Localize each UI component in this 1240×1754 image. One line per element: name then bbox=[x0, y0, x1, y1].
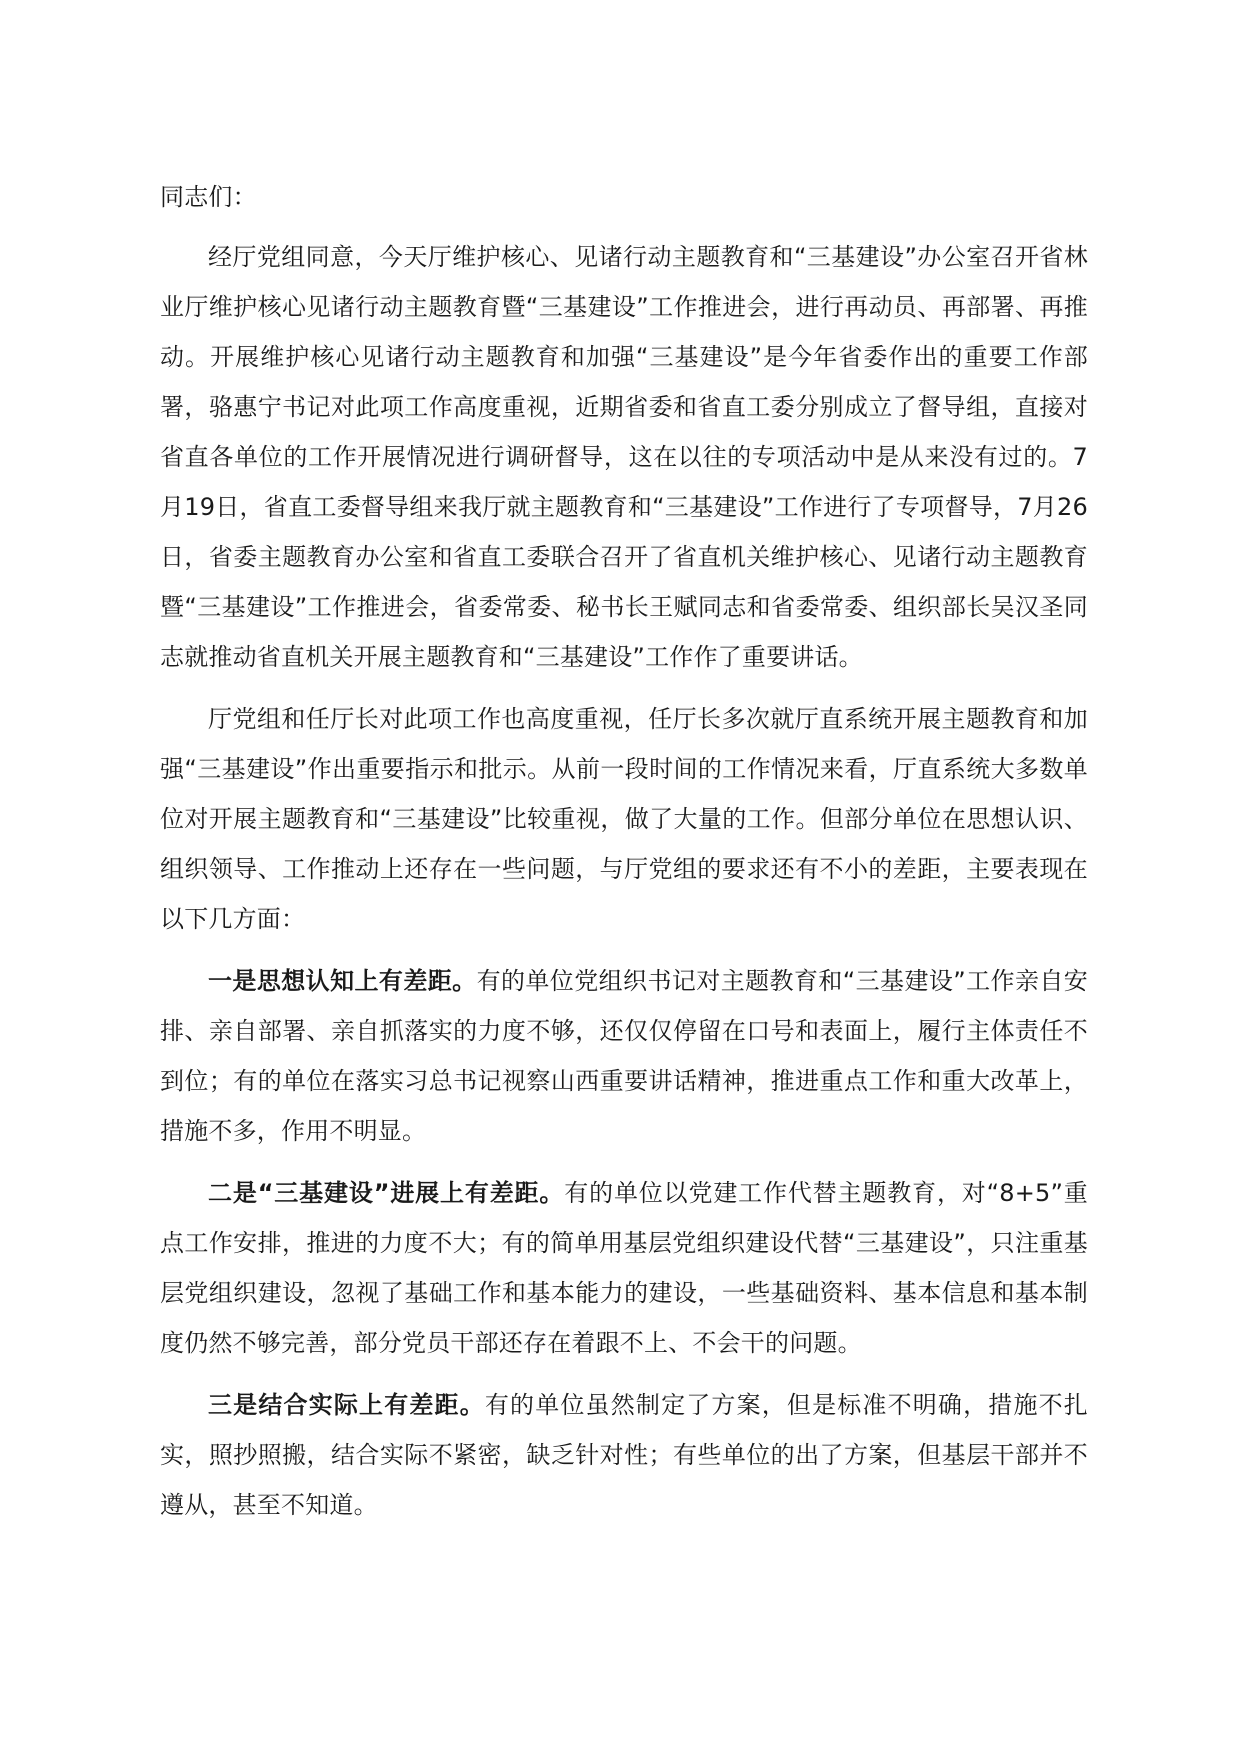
paragraph-3-lead: 一是思想认知上有差距。 bbox=[208, 967, 477, 995]
paragraph-3 bbox=[160, 956, 1088, 1156]
paragraph-5-text: 有的单位虽然制定了方案，但是标准不明确，措施不扎实，照抄照搬，结合实际不紧密，缺乏针对性；有些单位的出了方案，但基层干部并不遵从，甚至不知道。 bbox=[160, 1391, 1088, 1519]
paragraph-3-text: 有的单位党组织书记对主题教育和“三基建设”工作亲自安排、亲自部署、亲自抓落实的力度不够，还仅仅停留在口号和表面上，履行主体责任不到位；有的单位在落实习总书记视察山西重要讲话精神，推进重点工作和重大改革上，措施不多，作用不明显。 bbox=[160, 967, 1088, 1145]
paragraph-4 bbox=[160, 1168, 1088, 1368]
paragraph-5 bbox=[160, 1380, 1088, 1530]
salutation: 同志们： bbox=[160, 183, 257, 211]
paragraph-5-lead: 三是结合实际上有差距。 bbox=[208, 1391, 485, 1419]
paragraph-1 bbox=[160, 232, 1088, 682]
paragraph-4-text: 有的单位以党建工作代替主题教育，对“8+5”重点工作安排，推进的力度不大；有的简单用基层党组织建设代替“三基建设”，只注重基层党组织建设，忽视了基础工作和基本能力的建设，一些基础资料、基本信息和基本制度仍然不够完善，部分党员干部还存在着跟不上、不会干的问题。 bbox=[160, 1179, 1088, 1357]
paragraph-2 bbox=[160, 694, 1088, 944]
paragraph-4-lead: 二是“三基建设”进展上有差距。 bbox=[208, 1179, 565, 1207]
paragraph-2-text: 厅党组和任厅长对此项工作也高度重视，任厅长多次就厅直系统开展主题教育和加强“三基建设”作出重要指示和批示。从前一段时间的工作情况来看，厅直系统大多数单位对开展主题教育和“三基建设”比较重视，做了大量的工作。但部分单位在思想认识、组织领导、工作推动上还存在一些问题，与厅党组的要求还有不小的差距，主要表现在以下几方面： bbox=[160, 705, 1088, 933]
paragraph-1-text: 经厅党组同意，今天厅维护核心、见诸行动主题教育和“三基建设”办公室召开省林业厅维护核心见诸行动主题教育暨“三基建设”工作推进会，进行再动员、再部署、再推动。开展维护核心见诸行动主题教育和加强“三基建设”是今年省委作出的重要工作部署，骆惠宁书记对此项工作高度重视，近期省委和省直工委分别成立了督导组，直接对省直各单位的工作开展情况进行调研督导，这在以往的专项活动中是从来没有过的。7月19日，省直工委督导组来我厅就主题教育和“三基建设”工作进行了专项督导，7月26日，省委主题教育办公室和省直工委联合召开了省直机关维护核心、见诸行动主题教育暨“三基建设”工作推进会，省委常委、秘书长王赋同志和省委常委、组织部长吴汉圣同志就推动省直机关开展主题教育和“三基建设”工作作了重要讲话。 bbox=[160, 243, 1088, 671]
document-page bbox=[160, 172, 1088, 1542]
